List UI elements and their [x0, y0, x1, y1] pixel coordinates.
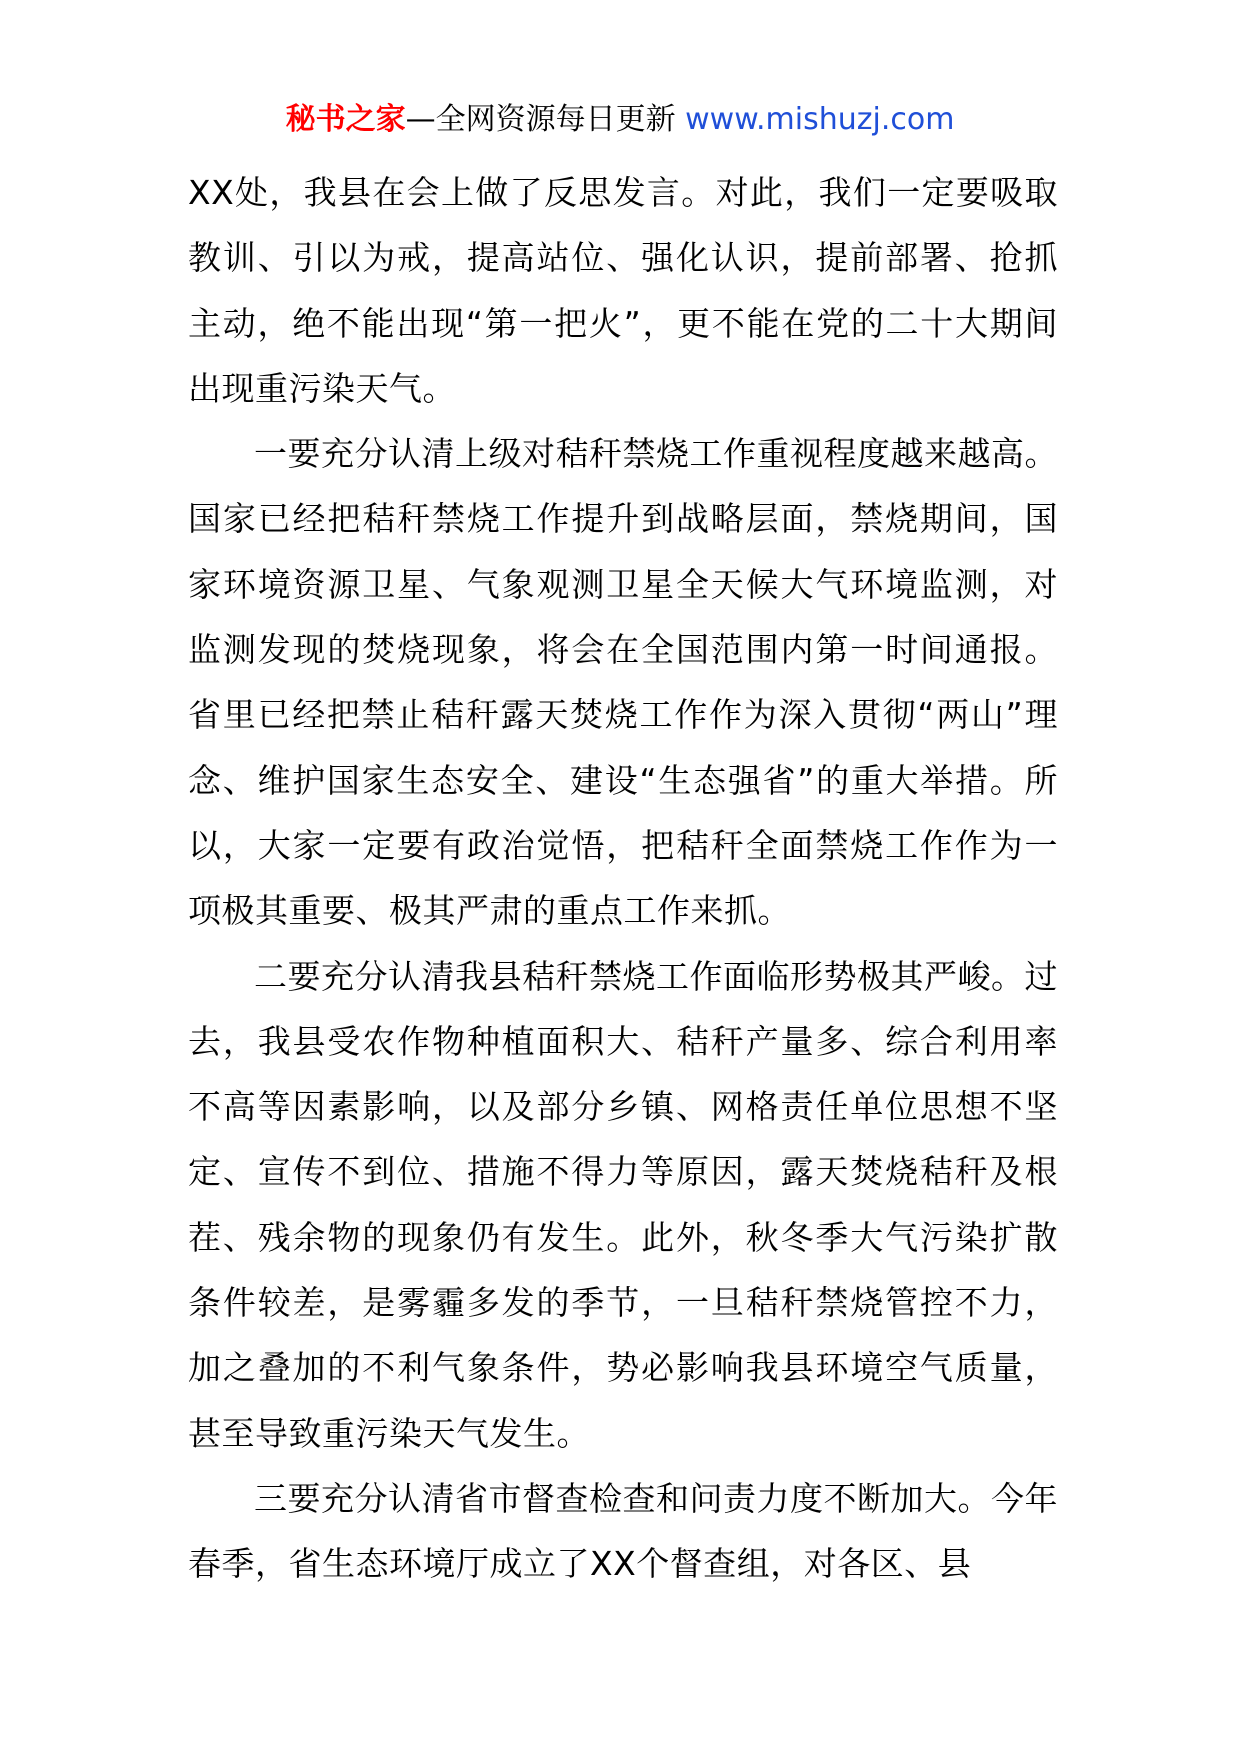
- document-body: [188, 160, 1058, 1597]
- paragraph-point-one: 一要充分认清上级对秸秆禁烧工作重视程度越来越高。国家已经把秸秆禁烧工作提升到战略层面，禁烧期间，国家环境资源卫星、气象观测卫星全天候大气环境监测，对监测发现的焚烧现象，将会在全国范围内第一时间通报。省里已经把禁止秸秆露天焚烧工作作为深入贯彻“两山”理念、维护国家生态安全、建设“生态强省”的重大举措。所以，大家一定要有政治觉悟，把秸秆全面禁烧工作作为一项极其重要、极其严肃的重点工作来抓。: [188, 434, 1058, 931]
- site-url-link[interactable]: www.mishuzj.com: [685, 102, 955, 137]
- paragraph-point-two: 二要充分认清我县秸秆禁烧工作面临形势极其严峻。过去，我县受农作物种植面积大、秸秆产量多、综合利用率不高等因素影响，以及部分乡镇、网格责任单位思想不坚定、宣传不到位、措施不得力等原因，露天焚烧秸秆及根茬、残余物的现象仍有发生。此外，秋冬季大气污染扩散条件较差，是雾霾多发的季节，一旦秸秆禁烧管控不力，加之叠加的不利气象条件，势必影响我县环境空气质量，甚至导致重污染天气发生。: [188, 956, 1058, 1453]
- header-slogan: —全网资源每日更新: [405, 102, 676, 137]
- page-header: [0, 100, 1240, 140]
- paragraph-continuation: XX处，我县在会上做了反思发言。对此，我们一定要吸取教训、引以为戒，提高站位、强化认识，提前部署、抢抓主动，绝不能出现“第一把火”，更不能在党的二十大期间出现重污染天气。: [188, 173, 1058, 408]
- brand-name: 秘书之家: [285, 102, 406, 137]
- paragraph-point-three: 三要充分认清省市督查检查和问责力度不断加大。今年春季，省生态环境厅成立了XX个督查组，对各区、县: [188, 1478, 1058, 1584]
